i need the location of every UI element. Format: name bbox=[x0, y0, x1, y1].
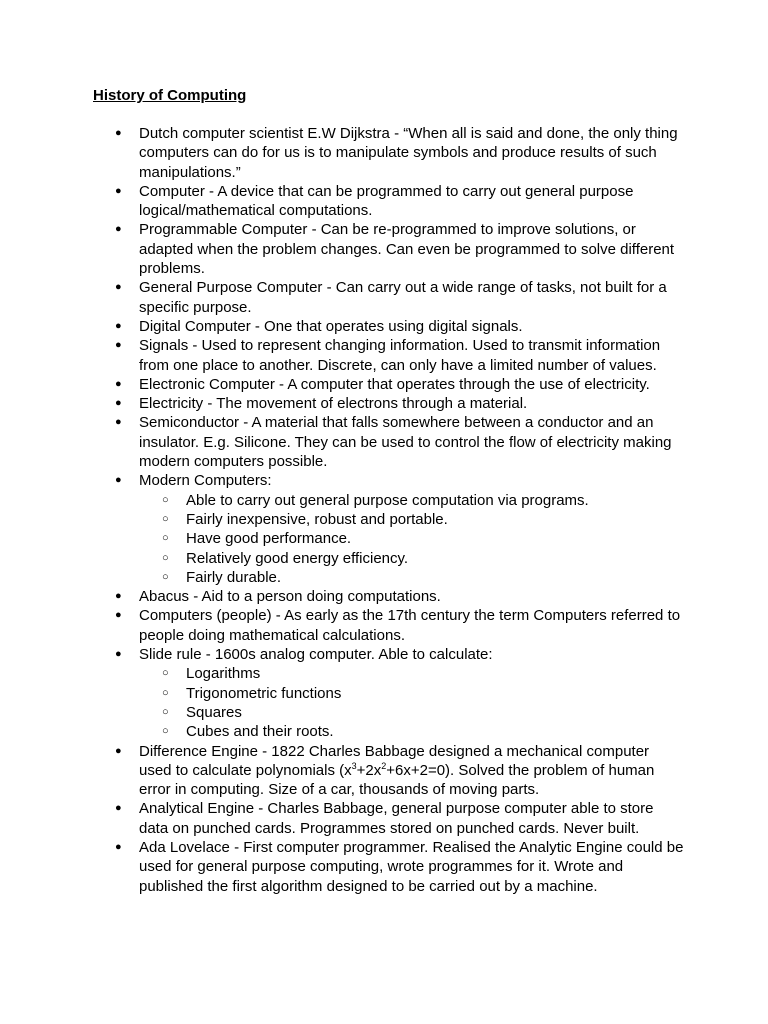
list-item-computer: ● Computer - A device that can be programmed to carry out general purpose logical/mathematical computations. bbox=[139, 182, 684, 221]
list-item-dijkstra: ● Dutch computer scientist E.W Dijkstra - “When all is said and done, the only thing computers can do for us is to manipulate symbols and produce results of such manipulations.” bbox=[139, 124, 684, 182]
sub-list-item: ○ Have good performance. bbox=[139, 529, 684, 548]
list-item-electronic-computer: ● Electronic Computer - A computer that operates through the use of electricity. bbox=[139, 375, 684, 394]
list-item-programmable-computer: ● Programmable Computer - Can be re-programmed to improve solutions, or adapted when the problem changes. Can even be programmed to solve different problems. bbox=[139, 220, 684, 278]
document-title: History of Computing bbox=[93, 87, 247, 104]
sub-list-item: ○ Able to carry out general purpose computation via programs. bbox=[139, 491, 684, 510]
list-item-signals: ● Signals - Used to represent changing information. Used to transmit information from one place to another. Discrete, can only have a limited number of values. bbox=[139, 336, 684, 375]
sub-list-item: ○ Fairly inexpensive, robust and portable. bbox=[139, 510, 684, 529]
superscript: 3 bbox=[351, 760, 357, 771]
list-item-ada-lovelace: ● Ada Lovelace - First computer programmer. Realised the Analytic Engine could be used for general purpose computing, wrote programmes for it. Wrote and published the first algorithm designed to be carried out by a machine. bbox=[139, 838, 684, 896]
list-item-digital-computer: ● Digital Computer - One that operates using digital signals. bbox=[139, 317, 684, 336]
list-item-analytical-engine: ● Analytical Engine - Charles Babbage, general purpose computer able to store data on punched cards. Programmes stored on punched cards. Never built. bbox=[139, 799, 684, 838]
list-item-electricity: ● Electricity - The movement of electrons through a material. bbox=[139, 394, 684, 413]
sub-list-item: ○ Fairly durable. bbox=[139, 568, 684, 587]
sub-list-slide-rule bbox=[139, 664, 684, 741]
sub-list-item: ○ Cubes and their roots. bbox=[139, 722, 684, 741]
notes-list bbox=[139, 124, 684, 896]
list-item-modern-computers bbox=[139, 471, 684, 587]
list-item-slide-rule bbox=[139, 645, 684, 741]
sub-list-item: ○ Squares bbox=[139, 703, 684, 722]
list-item-general-purpose-computer: ● General Purpose Computer - Can carry out a wide range of tasks, not built for a specific purpose. bbox=[139, 278, 684, 317]
list-item-semiconductor: ● Semiconductor - A material that falls somewhere between a conductor and an insulator. E.g. Silicone. They can be used to control the flow of electricity making modern computers possible. bbox=[139, 413, 684, 471]
list-item-label: Modern Computers: bbox=[139, 472, 272, 490]
list-item-difference-engine bbox=[139, 742, 684, 800]
list-item-computers-people: ● Computers (people) - As early as the 17th century the term Computers referred to people doing mathematical calculations. bbox=[139, 606, 684, 645]
list-item-label: Slide rule - 1600s analog computer. Able to calculate: bbox=[139, 646, 493, 664]
text-segment: +2x bbox=[356, 761, 382, 779]
list-item-abacus: ● Abacus - Aid to a person doing computations. bbox=[139, 587, 684, 606]
text-segment: +6x+2=0). Solved the problem of human error in computing. Size of a car, thousands of moving parts. bbox=[139, 761, 655, 799]
sub-list-item: ○ Trigonometric functions bbox=[139, 684, 684, 703]
sub-list-modern-computers bbox=[139, 491, 684, 587]
sub-list-item: ○ Logarithms bbox=[139, 664, 684, 683]
text-segment: Difference Engine - 1822 Charles Babbage designed a mechanical computer used to calculate polynomials (x bbox=[139, 742, 650, 779]
sub-list-item: ○ Relatively good energy efficiency. bbox=[139, 549, 684, 568]
superscript: 2 bbox=[381, 760, 387, 771]
